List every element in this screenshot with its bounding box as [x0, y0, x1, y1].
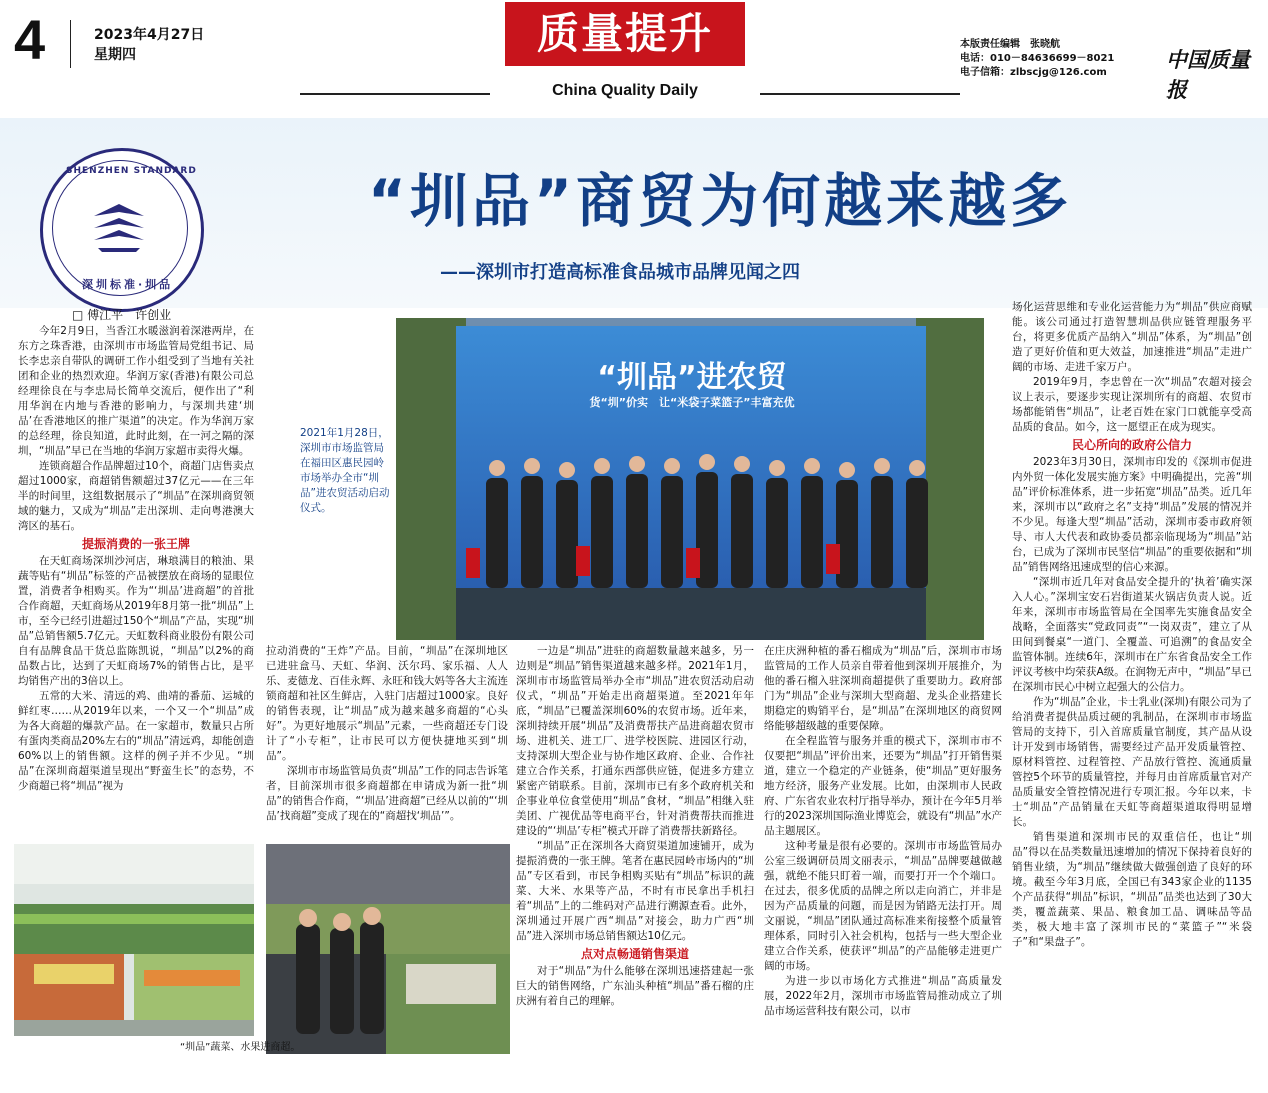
- paragraph: 在天虹商场深圳沙河店，琳琅满目的粮油、果蔬等贴有“圳品”标签的产品被摆放在商场的显眼位置，消费者争相购买。作为“‘圳品’进商超”的首批合作商超，天虹商场从2019年8月第一批“圳品”上市，至今已经引进超过150个“圳品”产品，实现“圳品”总销售额5.7亿元。天虹数科商业股份有限公司自有品牌食品干货总监陈凯说，“圳品”以2%的商品数占比，达到了天虹商场7%的销售占比，是平均销售产出的3倍以上。: [18, 555, 254, 687]
- banner-slogan: 货“圳”价实 让“米袋子菜篮子”丰富充优: [589, 396, 795, 409]
- paragraph: 一边是“圳品”进驻的商超数量越来越多，另一边则是“圳品”销售渠道越来越多样。2021年1月，深圳市市场监管局举办全市“圳品”进农贸活动启动仪式，“圳品”开始走出商超渠道。至2021年年底，“圳品”已覆盖深圳60%的农贸市场。近年来，深圳持续开展“圳品”及消费帮扶产品进商超农贸市场、进机关、进工厂、进学校医院、进园区行动，支持深圳大型企业与协作地区政府、企业、合作社建立合作关系，打通东西部供应链，促进多方建立紧密产销联系。目前，深圳市已有多个政府机关和企事业单位食堂使用“圳品”食材，“圳品”相继入驻美团、广视优品等电商平台，针对消费帮扶而推进建设的“‘圳品’专柜”模式开辟了消费帮扶新路径。: [516, 645, 754, 837]
- paragraph: 今年2月9日，当香江水暖滋润着深港两岸，在东方之珠香港，由深圳市市场监管局党组书记、局长李忠亲自带队的调研工作小组受到了当地有关社团和企业的热烈欢迎。华润万家(香港)有限公司总经理徐良在与李忠局长简单交流后，便作出了“利用华润在内地与香港的影响力，与深圳共建‘圳品’在香港地区的推广渠道”的决定。作为华润万家的总经理，徐良知道，此时此刻，在一河之隔的深圳，“圳品”早已在当地的华润万家超市卖得火爆。: [18, 325, 254, 457]
- paragraph: 作为“圳品”企业，卡士乳业(深圳)有限公司为了给消费者提供品质过硬的乳制品，在深圳市市场监管局的支持下，引入首席质量官制度，其产品从设计开发到市场销售，需要经过产品开发质量管控、原材料管控、过程管控、产品放行管控、流通质量管控5个环节的质量管控，并每月由首席质量官对产品质量安全管控情况进行专项汇报。今年以来，卡士“圳品”产品销量在天虹等商超渠道取得明显增长。: [1012, 696, 1252, 828]
- paragraph: 连锁商超合作品牌超过10个，商超门店售卖点超过1000家，商超销售额超过37亿元——在三年半的时间里，这组数据展示了“圳品”在深圳商贸领域的魅力，又成为“圳品”走出深圳、走向粤港澳大湾区的基石。: [18, 460, 254, 532]
- photo-caption: 2021年1月28日，深圳市市场监管局在福田区惠民园岭市场举办全市“圳品”进农贸活动启动仪式。: [300, 427, 390, 514]
- section-subhead: 提振消费的一张王牌: [81, 537, 190, 551]
- header-rule-left: [300, 93, 490, 95]
- editor-phone: 电话：010－84636699－8021: [960, 53, 1115, 64]
- supermarket-photo: [14, 844, 254, 1036]
- page-number: 4: [14, 8, 46, 71]
- paragraph: 场化运营思维和专业化运营能力为“圳品”供应商赋能。该公司通过打造智慧圳品供应链管理服务平台，将更多优质产品纳入“圳品”体系，为“圳品”创造了更好价值和更大效益，加速推进“圳品”走进广阔的市场、走进千家万户。: [1012, 301, 1252, 373]
- paragraph: 在全程监管与服务并重的模式下，深圳市市不仅要把“圳品”评价出来，还要为“圳品”打开销售渠道，建立一个稳定的产业链条，使“圳品”更好服务地方经济，服务产业发展。比如，由深圳市人民政府、广东省农业农村厅指导举办，预计在今年5月举行的2023深圳国际渔业博览会，就设有“圳品”水产品主题展区。: [764, 735, 1002, 837]
- seal-text-cn: 深圳标准·圳品: [82, 278, 174, 291]
- editor-info: [960, 38, 1114, 80]
- shoppers-photo: [266, 844, 510, 1054]
- article-headline: “圳品”商贸为何越来越多: [367, 167, 1073, 235]
- article-column-3: [516, 644, 754, 1009]
- banner-title: “圳品”进农贸: [597, 360, 787, 395]
- article-column-5: [1012, 300, 1252, 950]
- paragraph: “深圳市近几年对食品安全提升的‘执着’确实深入人心。”深圳宝安石岩街道某火锅店负责人说。近年来，深圳市市场监管局在全国率先实施食品安全战略，全面落实“党政同责”“一岗双责”，建立了从田间到餐桌“一道门、全覆盖、可追溯”的食品安全监管体制。连续6年，深圳市在广东省食品安全工作评议考核中均荣获A级。在润物无声中，“圳品”早已在深圳市民心中树立起强大的公信力。: [1012, 576, 1252, 693]
- article-column-4: [764, 644, 1002, 1019]
- section-subhead: 民心所向的政府公信力: [1071, 438, 1192, 452]
- paragraph: 为进一步以市场化方式推进“圳品”高质量发展，2022年2月，深圳市市场监管局推动成立了圳品市场运营科技有限公司，以市: [764, 975, 1002, 1017]
- paragraph: 在庄庆洲种植的番石榴成为“圳品”后，深圳市市场监管局的工作人员亲自带着他到深圳开展推介，为他的番石榴入驻深圳商超提供了重要助力。政府部门为“圳品”企业与深圳大型商超、龙头企业搭建长期稳定的购销平台，是“圳品”在深圳地区的商贸网络能够超级越的重要保障。: [764, 645, 1002, 732]
- paragraph: 2019年9月，李忠曾在一次“圳品”农超对接会议上表示，要逐步实现让深圳所有的商超、农贸市场都能销售“圳品”，让老百姓在家门口就能享受高品质的食品。如今，这一愿望正在成为现实。: [1012, 376, 1252, 433]
- section-subhead: 点对点畅通销售渠道: [580, 947, 689, 961]
- editor-email: 电子信箱：zlbscjg@126.com: [960, 67, 1107, 78]
- paragraph: 这种考量是很有必要的。深圳市市场监管局办公室三级调研员周文丽表示，“圳品”品牌要越做越强，就绝不能只盯着一端，而要打开一个个端口。在过去，很多优质的品牌之所以走向消亡，并非是因为产品质量的问题，而是因为销路无法打开。周文丽说，“圳品”团队通过高标准来衔接整个质量管理体系，同时引入社会机构，包括与一些大型企业建立合作关系，使获评“圳品”的产品能够走进更广阔的市场。: [764, 840, 1002, 972]
- paragraph: “圳品”正在深圳各大商贸渠道加速铺开，成为提振消费的一张王牌。笔者在惠民园岭市场内的“圳品”专区看到，市民争相购买贴有“圳品”标识的蔬菜、大米、水果等产品，不时有市民拿出手机扫着“圳品”上的二维码对产品进行溯源查看。此外，深圳通过开展广西“圳品”对接会，助力广西“圳品”进入深圳市场总销售额达10亿元。: [516, 840, 754, 942]
- editor-label: 本版责任编辑 张晓航: [960, 39, 1060, 50]
- article-subheadline: ——深圳市打造高标准食品城市品牌见闻之四: [440, 262, 800, 283]
- paragraph: 销售渠道和深圳市民的双重信任，也让“圳品”得以在品类数量迅速增加的情况下保持着良好的销售业绩，为“圳品”继续做大做强创造了良好的环境。截至今年3月底，全国已有343家企业的1135个产品获得“圳品”标识，“圳品”品类也达到了30大类，覆盖蔬菜、果品、粮食加工品、调味品等品类，极大地丰富了深圳市民的“菜篮子”“米袋子”和“果盘子”。: [1012, 831, 1252, 948]
- photo-caption-bottom: “圳品”蔬菜、水果进商超。: [180, 1042, 301, 1053]
- section-title-en: China Quality Daily: [552, 82, 698, 99]
- paragraph: 2023年3月30日，深圳市印发的《深圳市促进内外贸一体化发展实施方案》中明确提出，完善“圳品”评价标准体系，进一步拓宽“圳品”品类。近几年来，深圳市以“政府之名”支持“圳品”发展的情况并不少见。每逢大型“圳品”活动，深圳市委市政府领导、市人大代表和政协委员都亲临现场为“圳品”站台，已成为了深圳市民坚信“圳品”的重要依据和“圳品”销售网络迅速成型的信心来源。: [1012, 456, 1252, 573]
- paragraph: 五常的大米、清远的鸡、曲靖的番茄、运城的鲜红枣……从2019年以来，一个又一个“圳品”成为各大商超的爆款产品。在一家超市，数量只占所有蛋肉类商品20%左右的“圳品”清远鸡，却能创造60%以上的销售额。这样的例子并不少见。“圳品”在深圳商超渠道呈现出“野蛮生长”的态势，不少商超已将“圳品”视为: [18, 690, 254, 792]
- article-byline: □ 傅江平 许创业: [72, 308, 172, 322]
- article-column-1: [18, 324, 254, 794]
- seal-text-en: SHENZHEN STANDARD: [66, 166, 197, 176]
- paragraph: 拉动消费的“王炸”产品。目前，“圳品”在深圳地区已进驻盒马、天虹、华润、沃尔玛、家乐福、人人乐、麦德龙、百佳永辉、永旺和钱大妈等各大主流连锁商超和社区生鲜店，入驻门店超过1000家。良好的销售表现，让“圳品”成为越来越多商超的“心头好”。为更好地展示“圳品”元素，一些商超还专门设计了“小专柜”，让市民可以方便快捷地买到“圳品”。: [266, 645, 508, 762]
- header-rule-right: [760, 93, 960, 95]
- section-title: 质量提升: [505, 2, 745, 66]
- issue-weekday: 星期四: [94, 47, 136, 63]
- newspaper-logo: 中国质量报: [1166, 47, 1250, 102]
- header-divider: [70, 20, 71, 68]
- paragraph: 深圳市市场监管局负责“圳品”工作的同志告诉笔者，目前深圳市很多商超都在申请成为新一批“圳品”的销售合作商，“‘圳品’进商超”已经从以前的“‘圳品’找商超”变成了现在的“商超找‘圳品’”。: [266, 765, 508, 822]
- paragraph: 对于“圳品”为什么能够在深圳迅速搭建起一张巨大的销售网络，广东汕头种植“圳品”番石榴的庄庆洲有着自己的理解。: [516, 965, 754, 1007]
- issue-date: 2023年4月27日: [94, 27, 205, 43]
- article-column-2: [266, 644, 508, 824]
- seal-emblem-icon: [58, 166, 180, 288]
